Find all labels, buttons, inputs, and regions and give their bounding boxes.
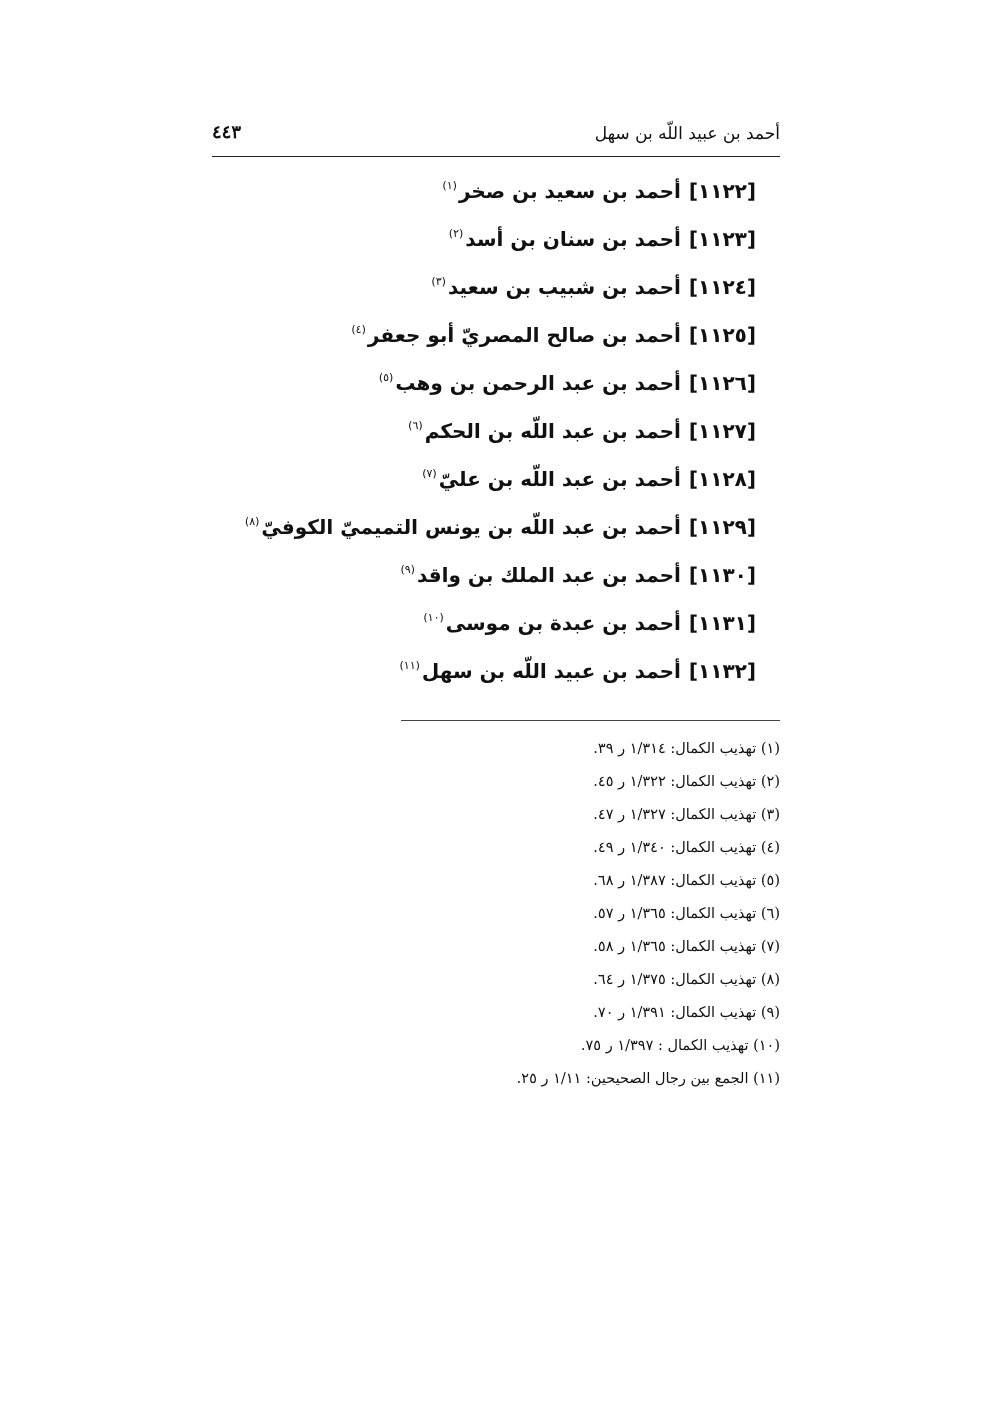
entry-name: أحمد بن سعيد بن صخر <box>458 179 681 203</box>
entry-name: أحمد بن عبد اللّه بن يونس التميميّ الكوفيّ <box>261 515 681 539</box>
entry-name: أحمد بن عبدة بن موسى <box>445 611 681 635</box>
footnote-11: (١١) الجمع بين رجال الصحيحين: ١/١١ ر ٢٥. <box>516 1071 780 1087</box>
entry-number: [١١٢٧] <box>688 419 756 443</box>
running-title: أحمد بن عبيد اللّه بن سهل <box>594 124 780 144</box>
entry-1122 <box>236 168 756 216</box>
entry-1131 <box>236 600 756 648</box>
footnote-2: (٢) تهذيب الكمال: ١/٣٢٢ ر ٤٥. <box>593 774 780 790</box>
entry-1123 <box>236 216 756 264</box>
entry-name: أحمد بن سنان بن أسد <box>465 227 681 251</box>
footnote-1: (١) تهذيب الكمال: ١/٣١٤ ر ٣٩. <box>593 741 780 757</box>
entry-list <box>236 168 756 696</box>
footnote-3: (٣) تهذيب الكمال: ١/٣٢٧ ر ٤٧. <box>593 807 780 823</box>
footnote-marker: (١) <box>442 179 457 192</box>
entry-1130 <box>236 552 756 600</box>
entry-name: أحمد بن عبد الملك بن واقد <box>416 563 681 587</box>
entry-1127 <box>236 408 756 456</box>
footnote-7: (٧) تهذيب الكمال: ١/٣٦٥ ر ٥٨. <box>593 939 780 955</box>
entry-1125 <box>236 312 756 360</box>
footnote-8: (٨) تهذيب الكمال: ١/٣٧٥ ر ٦٤. <box>593 972 780 988</box>
footnote-marker: (١١) <box>399 659 420 672</box>
entry-number: [١١٢٦] <box>688 371 756 395</box>
footnote-marker: (٨) <box>244 515 260 528</box>
entry-name: أحمد بن صالح المصريّ أبو جعفر <box>367 323 681 347</box>
footnote-marker: (٤) <box>351 323 366 336</box>
footnote-marker: (٣) <box>431 275 446 288</box>
entry-name: أحمد بن عبد الرحمن بن وهب <box>395 371 681 395</box>
entry-number: [١١٣١] <box>688 611 756 635</box>
entry-number: [١١٢٣] <box>688 227 756 251</box>
entry-1132 <box>236 648 756 696</box>
footnote-marker: (٩) <box>400 563 415 576</box>
entry-1128 <box>236 456 756 504</box>
footnote-4: (٤) تهذيب الكمال: ١/٣٤٠ ر ٤٩. <box>593 840 780 856</box>
header-divider <box>212 156 780 157</box>
entry-1124 <box>236 264 756 312</box>
footnote-6: (٦) تهذيب الكمال: ١/٣٦٥ ر ٥٧. <box>593 906 780 922</box>
entry-number: [١١٢٥] <box>688 323 756 347</box>
footnote-marker: (٥) <box>378 371 394 384</box>
entry-number: [١١٣٢] <box>688 659 756 683</box>
footnote-10: (١٠) تهذيب الكمال : ١/٣٩٧ ر ٧٥. <box>580 1038 780 1054</box>
entry-number: [١١٢٩] <box>688 515 756 539</box>
entry-name: أحمد بن شبيب بن سعيد <box>447 275 681 299</box>
entry-name: أحمد بن عبيد اللّه بن سهل <box>421 659 681 683</box>
entry-1129 <box>236 504 756 552</box>
footnote-marker: (٢) <box>448 227 464 240</box>
entry-number: [١١٢٢] <box>688 179 756 203</box>
entry-number: [١١٢٨] <box>688 467 756 491</box>
page-number: ٤٤٣ <box>212 122 242 143</box>
footnote-5: (٥) تهذيب الكمال: ١/٣٨٧ ر ٦٨. <box>593 873 780 889</box>
footnote-divider <box>401 720 780 721</box>
running-header <box>212 120 780 152</box>
entry-number: [١١٣٠] <box>688 563 756 587</box>
footnote-marker: (٧) <box>422 467 437 480</box>
entry-name: أحمد بن عبد اللّه بن عليّ <box>438 467 681 491</box>
footnote-marker: (١٠) <box>423 611 444 624</box>
footnote-list <box>360 734 780 1097</box>
entry-1126 <box>236 360 756 408</box>
footnote-marker: (٦) <box>408 419 423 432</box>
footnote-9: (٩) تهذيب الكمال: ١/٣٩١ ر ٧٠. <box>593 1005 780 1021</box>
entry-number: [١١٢٤] <box>688 275 756 299</box>
entry-name: أحمد بن عبد اللّه بن الحكم <box>424 419 681 443</box>
